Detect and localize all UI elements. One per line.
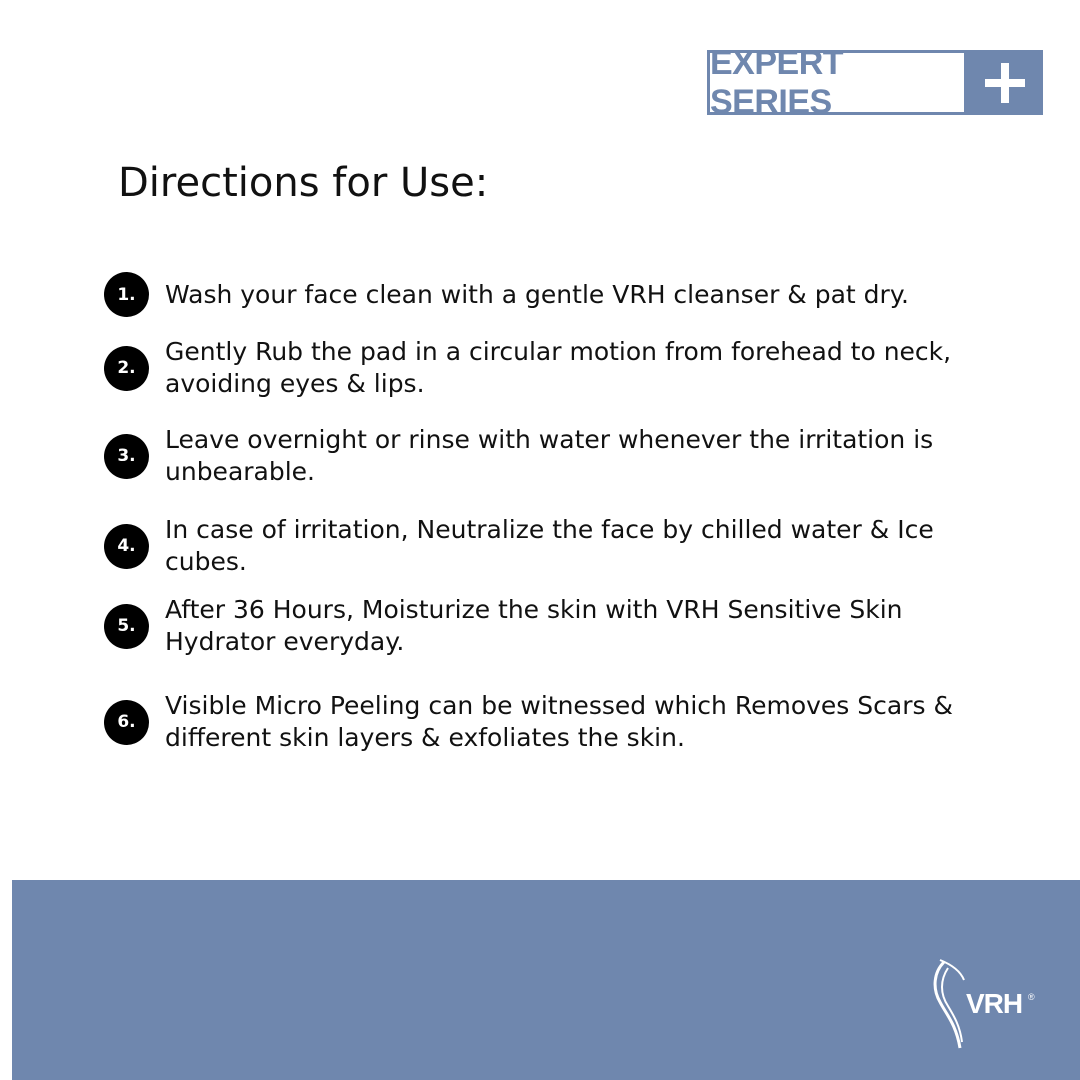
- step-text: Wash your face clean with a gentle VRH cleanser & pat dry.: [165, 279, 910, 309]
- footer-band: [12, 880, 1080, 1080]
- step-item: [104, 594, 1024, 658]
- page-title: Directions for Use:: [118, 160, 489, 206]
- step-number-badge: 2.: [104, 346, 149, 391]
- step-item: [104, 336, 1024, 400]
- step-text: Leave overnight or rinse with water whenever the irritation is unbearable.: [165, 425, 934, 486]
- vrh-logo: [930, 958, 1040, 1050]
- step-text: Visible Micro Peeling can be witnessed which Removes Scars & different skin layers & exfoliates the skin.: [165, 691, 953, 752]
- step-text: After 36 Hours, Moisturize the skin with VRH Sensitive Skin Hydrator everyday.: [165, 595, 903, 656]
- step-number-badge: 3.: [104, 434, 149, 479]
- logo-text: VRH: [966, 988, 1023, 1019]
- step-number-badge: 6.: [104, 700, 149, 745]
- badge-label: EXPERT SERIES: [707, 50, 967, 115]
- registered-mark: ®: [1028, 992, 1035, 1002]
- plus-icon: [967, 50, 1043, 115]
- step-item: [104, 272, 1024, 317]
- step-text: In case of irritation, Neutralize the face by chilled water & Ice cubes.: [165, 515, 934, 576]
- step-item: [104, 690, 1024, 754]
- step-number-badge: 5.: [104, 604, 149, 649]
- step-text: Gently Rub the pad in a circular motion from forehead to neck, avoiding eyes & lips.: [165, 337, 952, 398]
- step-number-badge: 4.: [104, 524, 149, 569]
- expert-series-badge: [707, 43, 1043, 121]
- step-item: [104, 424, 1024, 488]
- step-number-badge: 1.: [104, 272, 149, 317]
- step-item: [104, 514, 1024, 578]
